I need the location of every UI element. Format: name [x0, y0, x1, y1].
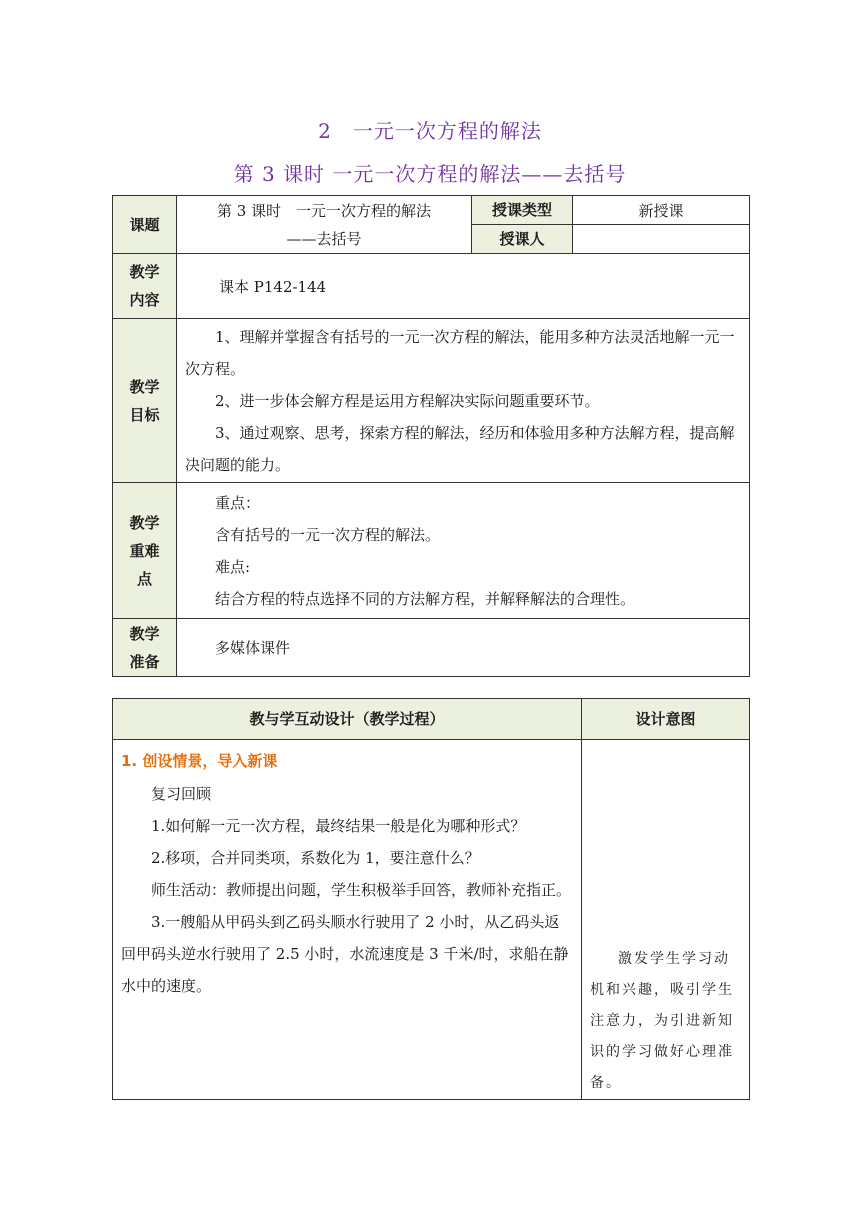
intent-text: 激发学生学习动机和兴趣，吸引学生注意力，为引进新知识的学习做好心理准备。: [590, 951, 734, 1091]
topic-value-line1: 第 3 课时 一元一次方程的解法: [216, 201, 432, 220]
section-title: 2 一元一次方程的解法: [318, 119, 542, 143]
content-value: 课本 P142-144: [177, 254, 750, 319]
goal-item-3: 3、通过观察、思考，探索方程的解法，经历和体验用多种方法解方程，提高解决问题的能力。: [185, 423, 735, 474]
teacher-label: 授课人: [472, 225, 573, 254]
process-table: [112, 698, 750, 1100]
key-value: [177, 483, 750, 619]
difficulty-text: 结合方程的特点选择不同的方法解方程，并解释解法的合理性。: [215, 589, 636, 608]
teacher-value: [573, 225, 750, 254]
prep-label: 教学 准备: [113, 619, 177, 677]
process-header: 教与学互动设计（教学过程）: [113, 699, 582, 740]
intent-header: 设计意图: [582, 699, 750, 740]
topic-value: [177, 196, 472, 254]
lesson-title: 第 3 课时 一元一次方程的解法——去括号: [233, 162, 627, 186]
goal-value: [177, 319, 750, 483]
key-text: 含有括号的一元一次方程的解法。: [215, 525, 441, 544]
topic-label: 课题: [113, 196, 177, 254]
question-2: 2.移项，合并同类项，系数化为 1，要注意什么？: [151, 849, 480, 867]
difficulty-heading: 难点:: [215, 557, 251, 576]
question-1: 1.如何解一元一次方程，最终结果一般是化为哪种形式？: [151, 817, 526, 835]
prep-value: 多媒体课件: [177, 619, 750, 677]
goal-item-1: 1、理解并掌握含有括号的一元一次方程的解法，能用多种方法灵活地解一元一次方程。: [185, 327, 735, 378]
content-label: 教学 内容: [113, 254, 177, 319]
type-label: 授课类型: [472, 196, 573, 225]
topic-value-line2: ——去括号: [286, 229, 362, 248]
process-body: [113, 740, 582, 1100]
type-value: 新授课: [573, 196, 750, 225]
key-label: 教学 重难 点: [113, 483, 177, 619]
lesson-plan-table: [112, 195, 750, 677]
key-heading: 重点：: [215, 493, 261, 512]
question-3: 3.一艘船从甲码头到乙码头顺水行驶用了 2 小时，从乙码头返回甲码头逆水行驶用了 2.5 小时，水流速度是 3 千米/时，求船在静水中的速度。: [121, 913, 569, 995]
intent-body: [582, 740, 750, 1100]
review-heading: 复习回顾: [151, 785, 212, 803]
activity-text: 师生活动：教师提出问题，学生积极举手回答，教师补充指正。: [151, 881, 572, 899]
goal-label: 教学 目标: [113, 319, 177, 483]
process-section-title: 1. 创设情景，导入新课: [121, 752, 278, 770]
goal-item-2: 2、进一步体会解方程是运用方程解决实际问题重要环节。: [215, 391, 600, 410]
